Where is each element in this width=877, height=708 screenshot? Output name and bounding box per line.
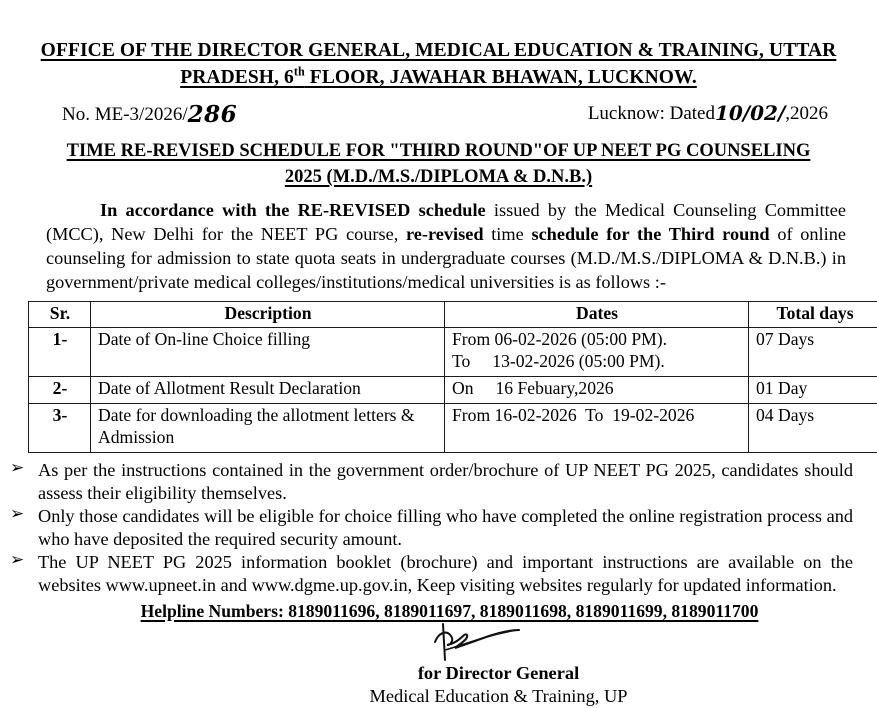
- schedule-table: [28, 301, 877, 452]
- notes-list: [4, 459, 853, 598]
- intro-bold-1: In accordance with the RE-REVISED schedule: [100, 200, 486, 220]
- cell-dates-line-2: To 13-02-2026 (05:00 PM).: [452, 351, 742, 373]
- table-header-row: [29, 302, 877, 328]
- cell-total-days: 01 Day: [749, 377, 877, 404]
- list-item: [4, 459, 853, 505]
- table-row: [29, 328, 877, 377]
- table-row: [29, 404, 877, 453]
- cell-dates: [445, 328, 749, 377]
- schedule-table-body: [29, 328, 877, 452]
- letterhead-line-2-after: FLOOR, JAWAHAR BHAWAN, LUCKNOW.: [305, 67, 697, 88]
- list-item-text: The UP NEET PG 2025 information booklet (brochure) and important instructions are available on the websites www.upneet.in and www.dgme.up.gov.in, Keep visiting websites regularly for updated information.: [38, 552, 853, 595]
- column-header-dates: Dates: [445, 302, 749, 328]
- ordinal-suffix: th: [294, 64, 305, 78]
- letterhead-line-2: [0, 65, 877, 92]
- letter-date-handwritten: 10/02/: [715, 101, 785, 125]
- column-header-total-days: Total days: [749, 302, 877, 328]
- intro-paragraph: [46, 199, 846, 294]
- table-row: [29, 377, 877, 404]
- cell-description: Date for downloading the allotment letters & Admission: [91, 404, 445, 453]
- list-item-text: Only those candidates will be eligible for choice filling who have completed the online registration process and who have deposited the required security amount.: [38, 506, 853, 549]
- letterhead-line-2-text: [180, 65, 697, 92]
- document-title: [0, 138, 877, 191]
- cell-dates: [445, 377, 749, 404]
- arrow-bullet-icon: ➢: [10, 458, 24, 480]
- cell-description: Date of Allotment Result Declaration: [91, 377, 445, 404]
- signature-icon: [423, 622, 573, 662]
- signature-block: [0, 626, 877, 708]
- list-item-text: As per the instructions contained in the government order/brochure of UP NEET PG 2025, candidates should assess their eligibility themselves.: [38, 460, 853, 503]
- arrow-bullet-icon: ➢: [10, 504, 24, 526]
- letter-date-year: ,2026: [785, 103, 828, 124]
- cell-sr: 1-: [29, 328, 91, 377]
- document-title-line-2: [0, 164, 877, 190]
- arrow-bullet-icon: ➢: [10, 550, 24, 572]
- reference-line: [0, 99, 877, 129]
- reference-number-label: No. ME-3/2026/: [62, 104, 188, 125]
- document-title-line-1: [0, 138, 877, 164]
- cell-sr: 3-: [29, 404, 91, 453]
- letter-date-label: Lucknow: Dated: [588, 103, 715, 124]
- schedule-table-head: [29, 302, 877, 328]
- reference-number: [62, 101, 237, 128]
- reference-number-handwritten: 286: [188, 101, 238, 128]
- letterhead-line-1-text: OFFICE OF THE DIRECTOR GENERAL, MEDICAL EDUCATION & TRAINING, UTTAR: [39, 38, 839, 65]
- cell-sr: 2-: [29, 377, 91, 404]
- letterhead-line-2-before: PRADESH, 6: [180, 67, 294, 88]
- column-header-description: Description: [91, 302, 445, 328]
- handwritten-signature: [120, 626, 877, 662]
- list-item: [4, 505, 853, 551]
- cell-dates: [445, 404, 749, 453]
- intro-bold-2: re-revised: [406, 224, 484, 244]
- intro-plain-3: of online counseling for admission to state quota seats in undergraduate courses (M.D./M.S./DIPLOMA & D.N.B.) in government/private medical colleges/institutions/medical universities is as follows :-: [46, 224, 846, 292]
- cell-dates-line-1: From 06-02-2026 (05:00 PM).: [452, 329, 742, 351]
- cell-dates-line-1: From 16-02-2026 To 19-02-2026: [452, 405, 742, 427]
- cell-description: Date of On-line Choice filling: [91, 328, 445, 377]
- helpline-numbers-text: Helpline Numbers: 8189011696, 8189011697, 8189011698, 8189011699, 8189011700: [141, 601, 759, 622]
- letterhead-line-1: [0, 38, 877, 65]
- column-header-sr: Sr.: [29, 302, 91, 328]
- cell-dates-line-1: On 16 Febuary,2026: [452, 378, 742, 400]
- signature-designation: for Director General: [120, 662, 877, 684]
- list-item: [4, 551, 853, 597]
- letterhead: [0, 0, 877, 92]
- document-title-line-1-text: TIME RE-REVISED SCHEDULE FOR "THIRD ROUND"OF UP NEET PG COUNSELING: [67, 138, 811, 164]
- intro-plain-1: issued by the Medical Counseling Committee (MCC), New Delhi for the NEET PG course,: [46, 200, 846, 244]
- document-title-line-2-text: 2025 (M.D./M.S./DIPLOMA & D.N.B.): [285, 164, 592, 190]
- letter-date: [588, 101, 828, 125]
- cell-total-days: 07 Days: [749, 328, 877, 377]
- intro-plain-2: time: [484, 224, 532, 244]
- signature-department: Medical Education & Training, UP: [120, 685, 877, 708]
- cell-total-days: 04 Days: [749, 404, 877, 453]
- intro-bold-3: schedule for the Third round: [531, 224, 769, 244]
- helpline-numbers: [0, 601, 877, 622]
